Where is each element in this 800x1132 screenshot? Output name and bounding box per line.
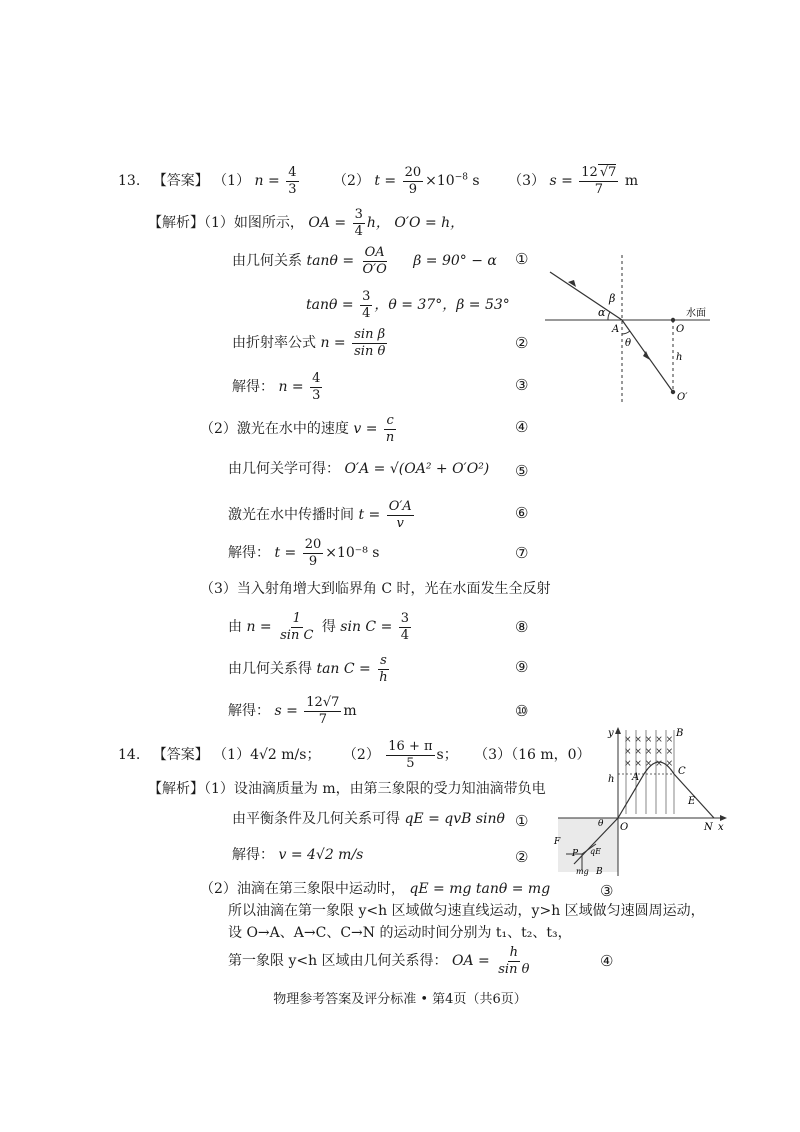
q14-a2-label: （2） <box>342 747 380 764</box>
third-quadrant-field <box>558 818 618 872</box>
point-o <box>671 318 675 322</box>
page-footer: 物理参考答案及评分标准 • 第4页（共6页） <box>273 992 527 1007</box>
q14-p2-line3: 设 O→A、A→C、C→N 的运动时间分别为 t₁、t₂、t₃， <box>228 925 572 941</box>
q14-field-figure <box>552 724 728 884</box>
q13-sinc-mid: 得 <box>321 619 336 636</box>
q13-t-res-fraction: $\frac{20}{9}$ <box>304 537 322 569</box>
q13-answer-tag: 【答案】 <box>152 173 209 190</box>
q13-oo-text: O′O = h， <box>394 215 465 232</box>
q13-sinc-pre: 由 <box>228 619 242 636</box>
label-n: N <box>704 822 713 833</box>
label-h: h <box>608 774 615 785</box>
q13-mark-5: ⑤ <box>515 462 529 480</box>
path-o-a <box>618 774 644 818</box>
label-h: h <box>676 352 683 363</box>
q13-mark-9: ⑨ <box>515 658 529 676</box>
q13-s-fraction: $\frac{12√7}{7}$ <box>306 695 340 727</box>
q14-answer-tag: 【答案】 <box>152 747 209 764</box>
q14-analysis-tag: 【解析】 <box>148 781 204 797</box>
label-o: O <box>676 324 685 335</box>
q13-mark-8: ⑧ <box>515 618 529 636</box>
q13-tan-label: tanθ = <box>306 253 355 270</box>
q13-sinc-res-fraction: $\frac{3}{4}$ <box>400 611 410 643</box>
label-mg: mg <box>576 867 589 876</box>
q13-mark-7: ⑦ <box>515 544 529 562</box>
q13-tan-val-fraction: $\frac{3}{4}$ <box>362 289 371 321</box>
q13-refraction-figure <box>540 250 740 410</box>
q13-t-label: 激光在水中传播时间 <box>228 507 354 524</box>
q13-refr-n: n = <box>320 335 346 352</box>
q14-mark-2: ② <box>515 848 529 866</box>
q13-oa-fraction: $\frac{3}{4}$ <box>354 207 363 239</box>
q13-mark-2: ② <box>515 334 529 352</box>
label-c: C <box>678 766 686 777</box>
q14-eq1-label: 由平衡条件及几何关系可得 <box>232 811 400 827</box>
q14-p2-eq: qE = mg tanθ = mg <box>409 881 551 897</box>
q13-a2-label: （2） <box>332 173 370 190</box>
label-x: x <box>718 822 724 833</box>
q13-v-eq: v = <box>353 421 378 438</box>
q14-a1: （1）4√2 m/s； <box>213 747 321 764</box>
q14-oa-eq: OA = <box>452 953 490 970</box>
q13-mark-6: ⑥ <box>515 504 529 522</box>
q13-refr-label: 由折射率公式 <box>232 335 316 352</box>
q13-tan-val-label: tanθ = <box>306 297 354 314</box>
q14-p2-line4: 第一象限 y<h 区域由几何关系得： <box>228 953 448 970</box>
q13-mark-1: ① <box>515 250 529 268</box>
label-f: F <box>554 837 561 847</box>
q13-tanc-fraction: $\frac{s}{h}$ <box>379 653 388 685</box>
label-a: A <box>632 772 640 783</box>
q13-t-eq: t = <box>358 507 381 524</box>
label-theta: θ <box>625 338 632 349</box>
q13-oa-tail: h， <box>366 215 390 232</box>
label-a: A <box>612 324 620 335</box>
label-qe: qE <box>590 847 601 856</box>
q14-a2-fraction: $\frac{16 + \pi}{5}$ <box>388 739 433 771</box>
label-water: 水面 <box>686 308 706 319</box>
q14-p1: （1）设油滴质量为 m，由第三象限的受力知油滴带负电 <box>204 781 546 797</box>
refracted-arrow <box>643 351 650 360</box>
q14-p2: （2）油滴在第三象限中运动时， <box>200 881 405 897</box>
q14-mark-1: ① <box>515 812 529 830</box>
q13-tan-fraction: $\frac{OA}{O'O}$ <box>362 245 387 277</box>
label-theta: θ <box>598 819 604 829</box>
q13-n-eq: n = <box>278 379 304 396</box>
q13-n-fraction: $\frac{4}{3}$ <box>312 371 321 403</box>
label-o: O <box>620 822 629 833</box>
theta-arc <box>622 331 630 334</box>
q13-analysis-tag: 【解析】 <box>148 215 204 232</box>
q14-p2-line2: 所以油滴在第一象限 y<h 区域做匀速直线运动，y>h 区域做匀速圆周运动， <box>228 903 705 919</box>
svg-text:× × × × ×: × × × × × <box>624 759 674 769</box>
q13-v-fraction: $\frac{c}{n}$ <box>385 413 395 445</box>
label-p: P <box>572 849 579 859</box>
q13-a3-fraction: $\frac{12 √7}{7}$ <box>581 165 617 197</box>
q14-number: 14. <box>118 747 141 764</box>
q14-a2-unit: s； <box>436 747 458 764</box>
q13-number: 13. <box>118 173 141 190</box>
q13-sinc-fraction: $\frac{1}{\text{sin C}}$ <box>280 611 314 643</box>
q13-tanc-eq: tan C = <box>316 661 371 678</box>
q13-solve1: 解得： <box>232 379 274 396</box>
label-alpha: α <box>598 306 606 319</box>
q14-eq1: qE = qvB sinθ <box>404 811 505 827</box>
q13-geo2-label: 由几何关学可得： <box>228 461 340 477</box>
q13-t-fraction: $\frac{O'A}{v}$ <box>388 499 412 531</box>
q13-p1-intro: （1）如图所示， <box>204 215 304 232</box>
label-e: E <box>688 796 696 807</box>
q13-geo-label: 由几何关系 <box>232 253 302 270</box>
q13-angles: ，θ = 37°，β = 53° <box>374 297 510 314</box>
q13-a1-label: （1） <box>213 173 251 190</box>
q13-oa-label: OA = <box>308 215 347 232</box>
label-y: y <box>608 728 614 739</box>
q13-mark-10: ⑩ <box>515 702 529 720</box>
q13-a2-fraction: $\frac{20}{9}$ <box>404 165 422 197</box>
label-o-prime: O′ <box>677 392 688 403</box>
svg-text:× × × × ×: × × × × × <box>624 747 674 757</box>
q13-p2-label: （2）激光在水中的速度 <box>200 421 349 438</box>
svg-text:× × × × ×: × × × × × <box>624 735 674 745</box>
label-b3: B <box>596 867 603 877</box>
q13-sinc-n: n = <box>246 619 272 636</box>
alpha-arc <box>608 312 610 320</box>
q13-a3-label: （3） <box>508 173 545 190</box>
q13-t-res-tail: ×10⁻⁸ s <box>325 545 380 562</box>
q13-mark-4: ④ <box>515 418 529 436</box>
label-beta: β <box>609 292 616 305</box>
q13-tanc-label: 由几何关系得 <box>228 661 312 678</box>
q13-oa-sqrt: O′A = √(OA² + O′O²) <box>344 461 490 477</box>
q14-oa-fraction: $\frac{h}{\text{sin θ}}$ <box>498 945 530 977</box>
q13-solve2: 解得： <box>228 545 270 562</box>
q13-t-res-lhs: t = <box>274 545 297 562</box>
q13-refr-fraction: $\frac{\text{sin β}}{\text{sin θ}}$ <box>354 327 386 359</box>
q13-p3-label: （3）当入射角增大到临界角 C 时，光在水面发生全反射 <box>200 581 551 597</box>
q14-mark-4: ④ <box>600 952 614 970</box>
point-o-prime <box>671 390 675 394</box>
q13-a1-fraction: $\frac{4}{3}$ <box>288 165 297 197</box>
q14-v-res: v = 4√2 m/s <box>278 847 364 863</box>
q13-sinc-res: sin C = <box>340 619 393 636</box>
q13-s-eq: s = <box>274 703 298 720</box>
q14-mark-3: ③ <box>600 882 614 900</box>
q13-solve3: 解得： <box>228 703 270 720</box>
q13-s-unit: m <box>343 703 357 720</box>
label-b: B <box>676 728 684 739</box>
q14-a3: （3）（16 m，0） <box>474 747 591 764</box>
q13-beta-eq: β = 90° − α <box>413 253 497 270</box>
q13-mark-3: ③ <box>515 376 529 394</box>
q14-solve1: 解得： <box>232 847 274 863</box>
